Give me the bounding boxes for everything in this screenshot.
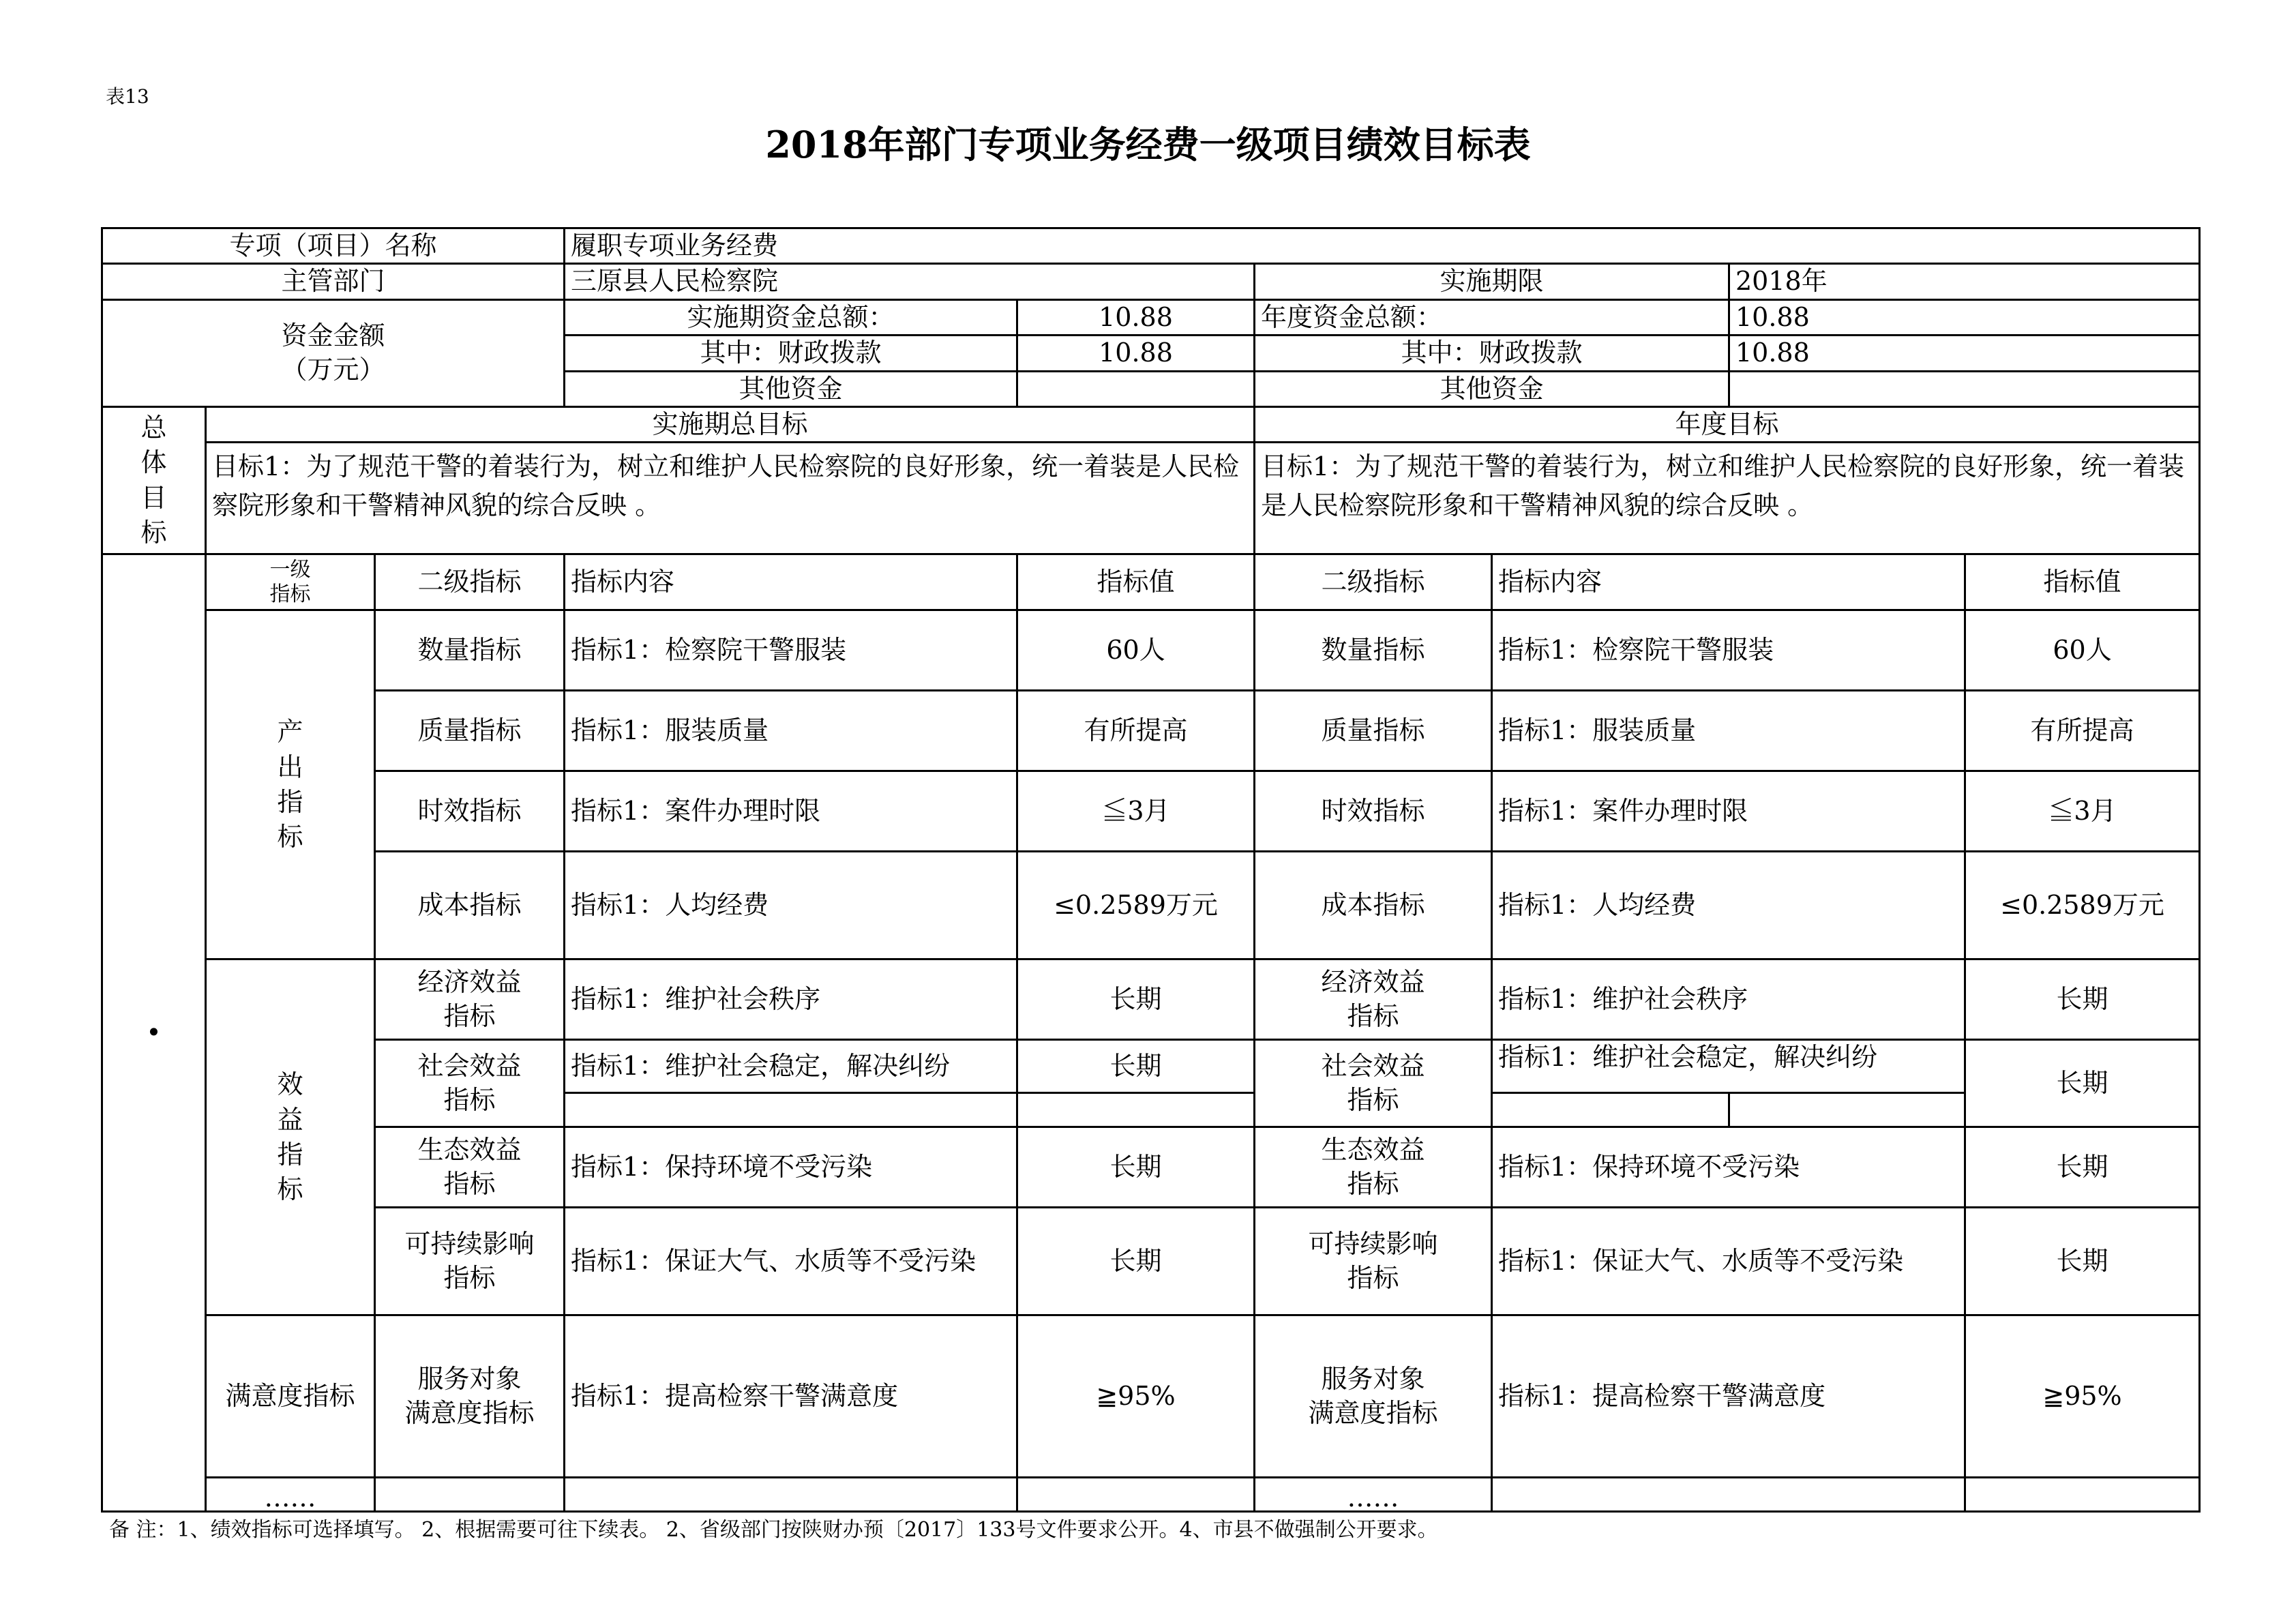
content-cell: 指标1：提高检察干警满意度 — [565, 1315, 1017, 1478]
content-cell: 指标1：保持环境不受污染 — [565, 1127, 1017, 1208]
output-group-char: 产 — [277, 717, 303, 747]
value-cell: ≧95% — [1017, 1315, 1255, 1478]
fund-amount-label-line1: 资金金额 — [281, 321, 385, 351]
economic-row — [102, 959, 2200, 1040]
footnote: 备 注：1、绩效指标可选择填写。 2、根据需要可往下续表。 2、省级部门按陕财办预〔2017〕133号文件要求公开。4、市县不做强制公开要求。 — [109, 1518, 1438, 1542]
value-cell: 60人 — [1965, 610, 2200, 691]
level2-cell — [375, 1208, 565, 1315]
year-goal-text: 目标1：为了规范干警的着装行为，树立和维护人民检察院的良好形象，统一着装是人民检察院形象和干警精神风貌的综合反映 。 — [1255, 443, 2200, 554]
level1-header — [206, 554, 375, 610]
level2-header-right: 二级指标 — [1255, 554, 1492, 610]
year-fiscal-value: 10.88 — [1729, 336, 2200, 371]
level2-cell — [1255, 1127, 1492, 1208]
empty-cell — [1017, 1478, 1255, 1512]
year-goal-header: 年度目标 — [1255, 406, 2200, 442]
value-cell: 长期 — [1017, 1127, 1255, 1208]
output-group-char: 标 — [277, 822, 303, 852]
value-cell: 有所提高 — [1017, 691, 1255, 771]
content-cell: 指标1：服装质量 — [1492, 691, 1965, 771]
content-cell: 指标1：案件办理时限 — [1492, 771, 1965, 852]
level2-line2: 指标 — [443, 1168, 496, 1199]
overall-goal-label — [102, 406, 206, 554]
fund-amount-label-line2: （万元） — [281, 354, 385, 385]
period-label: 实施期限 — [1255, 264, 1729, 299]
overall-goal-char: 目 — [140, 482, 167, 513]
goals-text-row — [102, 443, 2200, 554]
value-cell: 长期 — [1965, 1040, 2200, 1127]
level2-cell: 数量指标 — [1255, 610, 1492, 691]
impl-goal-header: 实施期总目标 — [206, 406, 1255, 442]
output-group-char: 指 — [277, 786, 303, 817]
performance-table — [101, 227, 2201, 1513]
value-cell: ≦3月 — [1965, 771, 2200, 852]
benefit-indicator-group — [206, 959, 375, 1315]
level2-line1: 生态效益 — [1321, 1135, 1425, 1165]
content-cell: 指标1：案件办理时限 — [565, 771, 1017, 852]
value-cell: 有所提高 — [1965, 691, 2200, 771]
empty-cell — [375, 1478, 565, 1512]
level2-line2: 指标 — [443, 1000, 496, 1031]
value-header-left: 指标值 — [1017, 554, 1255, 610]
level2-cell — [1255, 1040, 1492, 1127]
level2-cell: 成本指标 — [1255, 852, 1492, 959]
level2-line2: 指标 — [443, 1262, 496, 1293]
level1-header-line1: 一级 — [269, 557, 311, 582]
overall-goal-char: 标 — [140, 517, 167, 548]
social-row — [102, 1040, 2200, 1093]
level2-line2: 指标 — [1347, 1084, 1399, 1115]
empty-cell — [1017, 1093, 1255, 1127]
value-cell: 长期 — [1017, 1040, 1255, 1093]
content-cell: 指标1：维护社会稳定，解决纠纷 — [1492, 1040, 1965, 1093]
department-label: 主管部门 — [102, 264, 565, 299]
value-cell: 长期 — [1017, 959, 1255, 1040]
year-other-value — [1729, 371, 2200, 406]
output-group-char: 出 — [277, 751, 303, 782]
empty-cell — [1492, 1478, 1965, 1512]
value-cell: 60人 — [1017, 610, 1255, 691]
level2-header-left: 二级指标 — [375, 554, 565, 610]
impl-goal-text: 目标1：为了规范干警的着装行为，树立和维护人民检察院的良好形象，统一着装是人民检察院形象和干警精神风貌的综合反映 。 — [206, 443, 1255, 554]
level2-cell: 时效指标 — [375, 771, 565, 852]
empty-cell — [565, 1093, 1017, 1127]
level2-line1: 可持续影响 — [1308, 1229, 1438, 1260]
value-header-right: 指标值 — [1965, 554, 2200, 610]
content-header-left: 指标内容 — [565, 554, 1017, 610]
output-indicator-group — [206, 610, 375, 959]
page-title: 2018年部门专项业务经费一级项目绩效目标表 — [765, 123, 1531, 166]
content-cell: 指标1：提高检察干警满意度 — [1492, 1315, 1965, 1478]
content-cell: 指标1：人均经费 — [565, 852, 1017, 959]
level2-line2: 指标 — [1347, 1168, 1399, 1199]
level2-cell — [375, 1040, 565, 1127]
goals-header-row — [102, 406, 2200, 442]
benefit-group-char: 效 — [277, 1069, 303, 1100]
sustainable-row — [102, 1208, 2200, 1315]
level2-line2: 指标 — [1347, 1262, 1399, 1293]
level2-line1: 经济效益 — [1321, 967, 1425, 998]
level2-cell — [1255, 1208, 1492, 1315]
level2-line1: 生态效益 — [417, 1135, 522, 1165]
year-fiscal-label: 其中：财政拨款 — [1255, 336, 1729, 371]
level2-cell — [375, 959, 565, 1040]
value-cell: 长期 — [1965, 1127, 2200, 1208]
level2-cell: 质量指标 — [1255, 691, 1492, 771]
value-cell: ≧95% — [1965, 1315, 2200, 1478]
cost-row — [102, 852, 2200, 959]
level2-line1: 服务对象 — [417, 1364, 522, 1395]
impl-other-value — [1017, 371, 1255, 406]
value-cell: ≤0.2589万元 — [1017, 852, 1255, 959]
satisfaction-row — [102, 1315, 2200, 1478]
benefit-group-char: 标 — [277, 1174, 303, 1205]
level1-header-line2: 指标 — [269, 582, 311, 606]
content-header-right: 指标内容 — [1492, 554, 1965, 610]
benefit-group-char: 益 — [277, 1104, 303, 1135]
level2-cell: 成本指标 — [375, 852, 565, 959]
ellipsis-right: …… — [1255, 1478, 1492, 1512]
project-name-value: 履职专项业务经费 — [565, 228, 2200, 264]
fund-total-row — [102, 299, 2200, 335]
value-cell: ≦3月 — [1017, 771, 1255, 852]
empty-cell — [1492, 1093, 1729, 1127]
value-cell: ≤0.2589万元 — [1965, 852, 2200, 959]
year-other-label: 其他资金 — [1255, 371, 1729, 406]
ellipsis-left: …… — [206, 1478, 375, 1512]
level2-cell — [1255, 959, 1492, 1040]
benefit-group-char: 指 — [277, 1139, 303, 1170]
impl-fiscal-label: 其中：财政拨款 — [565, 336, 1017, 371]
impl-total-label: 实施期资金总额： — [565, 299, 1017, 335]
quantity-row — [102, 610, 2200, 691]
content-cell: 指标1：维护社会稳定，解决纠纷 — [565, 1040, 1017, 1093]
overall-goal-char: 总 — [140, 413, 167, 443]
doc-label: 表13 — [106, 85, 149, 108]
level2-line1: 服务对象 — [1321, 1364, 1425, 1395]
impl-other-label: 其他资金 — [565, 371, 1017, 406]
content-cell: 指标1：维护社会秩序 — [1492, 959, 1965, 1040]
content-cell: 指标1：服装质量 — [565, 691, 1017, 771]
impl-total-value: 10.88 — [1017, 299, 1255, 335]
ecological-row — [102, 1127, 2200, 1208]
content-cell: 指标1：保证大气、水质等不受污染 — [565, 1208, 1017, 1315]
value-cell: 长期 — [1965, 959, 2200, 1040]
timeliness-row — [102, 771, 2200, 852]
ellipsis-row — [102, 1478, 2200, 1512]
content-cell: 指标1：检察院干警服装 — [1492, 610, 1965, 691]
level2-line2: 满意度指标 — [404, 1397, 535, 1428]
level2-cell: 数量指标 — [375, 610, 565, 691]
department-row — [102, 264, 2200, 299]
level2-line2: 指标 — [443, 1084, 496, 1115]
empty-cell — [565, 1478, 1017, 1512]
level2-cell — [1255, 1315, 1492, 1478]
indicator-side-mark: • — [102, 554, 206, 1512]
year-total-label: 年度资金总额： — [1255, 299, 1729, 335]
quality-row — [102, 691, 2200, 771]
empty-cell — [1729, 1093, 1965, 1127]
level2-line1: 经济效益 — [417, 967, 522, 998]
impl-fiscal-value: 10.88 — [1017, 336, 1255, 371]
level2-cell: 时效指标 — [1255, 771, 1492, 852]
content-cell: 指标1：保持环境不受污染 — [1492, 1127, 1965, 1208]
content-cell: 指标1：检察院干警服装 — [565, 610, 1017, 691]
period-value: 2018年 — [1729, 264, 2200, 299]
level2-line1: 社会效益 — [417, 1051, 522, 1082]
content-cell: 指标1：人均经费 — [1492, 852, 1965, 959]
overall-goal-char: 体 — [140, 447, 167, 478]
satisfaction-indicator-group: 满意度指标 — [206, 1315, 375, 1478]
level2-cell: 质量指标 — [375, 691, 565, 771]
level2-line1: 社会效益 — [1321, 1051, 1425, 1082]
level2-line1: 可持续影响 — [404, 1229, 535, 1260]
year-total-value: 10.88 — [1729, 299, 2200, 335]
indicator-header-row — [102, 554, 2200, 610]
empty-cell — [1965, 1478, 2200, 1512]
fund-amount-label — [102, 299, 565, 406]
content-cell: 指标1：保证大气、水质等不受污染 — [1492, 1208, 1965, 1315]
project-name-row — [102, 228, 2200, 264]
content-cell: 指标1：维护社会秩序 — [565, 959, 1017, 1040]
level2-line2: 指标 — [1347, 1000, 1399, 1031]
level2-line2: 满意度指标 — [1308, 1397, 1438, 1428]
department-value: 三原县人民检察院 — [565, 264, 1255, 299]
level2-cell — [375, 1127, 565, 1208]
level2-cell — [375, 1315, 565, 1478]
value-cell: 长期 — [1017, 1208, 1255, 1315]
value-cell: 长期 — [1965, 1208, 2200, 1315]
project-name-label: 专项（项目）名称 — [102, 228, 565, 264]
